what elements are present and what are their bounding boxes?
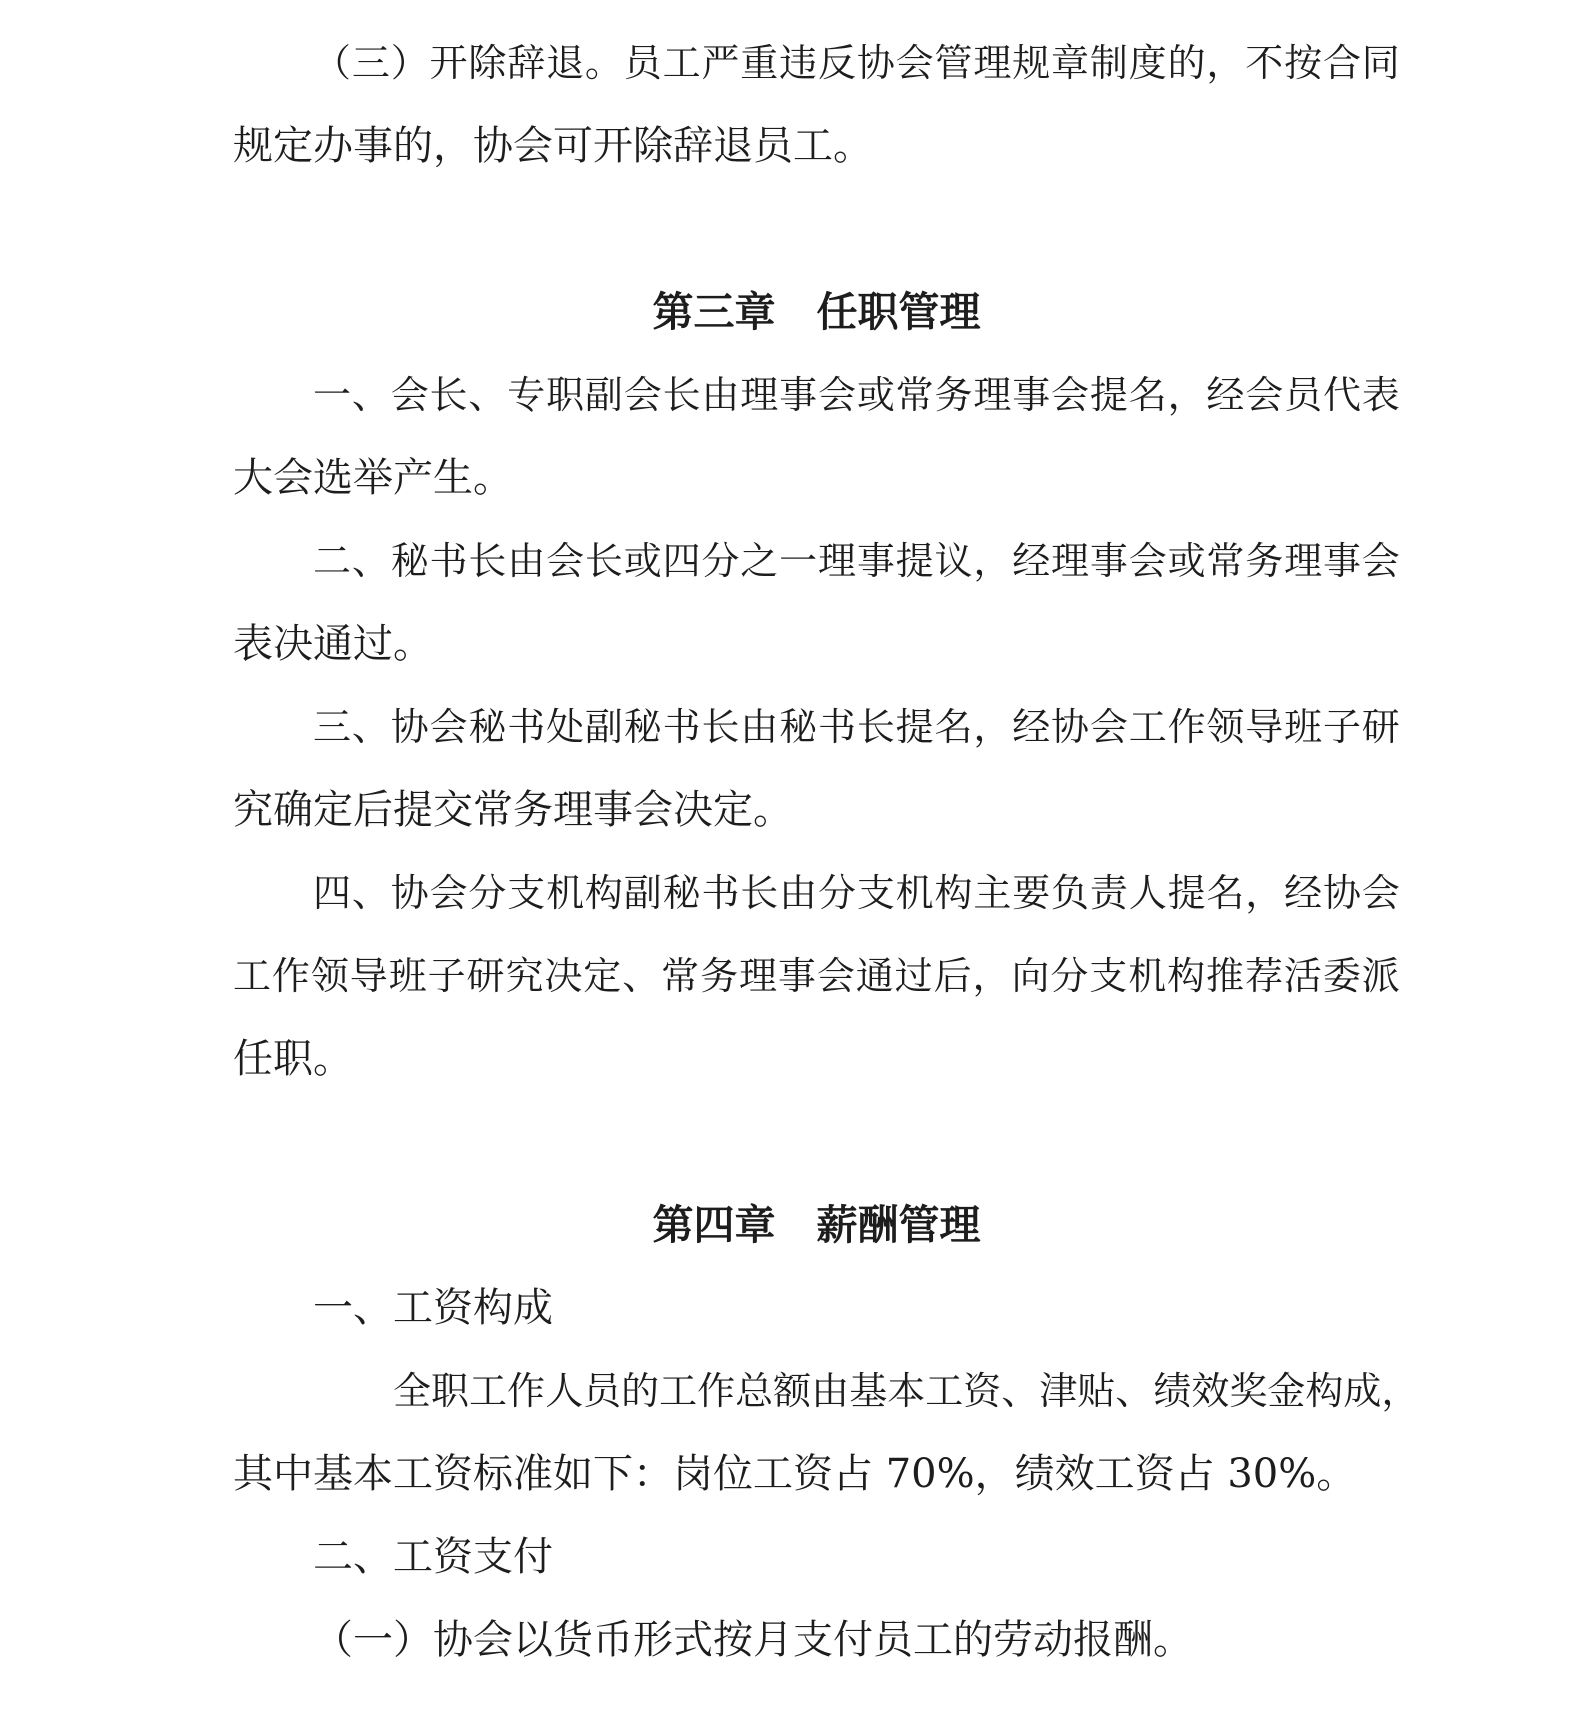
chapter3-item1-line-1: 一 、 会 长 、 专 职 副 会 长 由 理 事 会 或 常 务 理 事 会 提 名 ， 经 会 员 代 表 <box>313 373 1400 417</box>
paragraph-dismissal-line-2: 规定办事的，协会可开除辞退员工。 <box>233 123 873 169</box>
chapter-3-heading: 第三章 任职管理 <box>652 288 981 336</box>
paragraph-dismissal-line-1: （ 三 ） 开 除 辞 退 。 员 工 严 重 违 反 协 会 管 理 规 章 制 度 的 ， 不 按 合 同 <box>313 41 1400 85</box>
chapter3-item3-line-1: 三 、 协 会 秘 书 处 副 秘 书 长 由 秘 书 长 提 名 ， 经 协 会 工 作 领 导 班 子 研 <box>313 705 1400 749</box>
chapter4-salary-line-2: 其中基本工资标准如下：岗位工资占 70%，绩效工资占 30%。 <box>233 1451 1357 1497</box>
chapter3-item4-line-1: 四 、 协 会 分 支 机 构 副 秘 书 长 由 分 支 机 构 主 要 负 责 人 提 名 ， 经 协 会 <box>313 871 1400 915</box>
blank-line <box>233 1101 1400 1184</box>
chapter3-item1-line-2: 大会选举产生。 <box>233 455 513 501</box>
document-text-column <box>233 22 1420 1682</box>
chapter4-payment-line: （一）协会以货币形式按月支付员工的劳动报酬。 <box>313 1617 1193 1663</box>
chapter4-item1-label: 一、工资构成 <box>313 1285 553 1331</box>
chapter3-item2-line-2: 表决通过。 <box>233 621 433 667</box>
blank-line <box>233 188 1400 271</box>
chapter4-salary-line-1: 全 职 工 作 人 员 的 工 作 总 额 由 基 本 工 资 、 津 贴 、 绩 效 奖 金 构 成 ， <box>393 1369 1420 1413</box>
chapter3-item4-line-3: 任职。 <box>233 1036 353 1082</box>
chapter4-item2-label: 二、工资支付 <box>313 1534 553 1580</box>
chapter3-item4-line-2: 工 作 领 导 班 子 研 究 决 定 、 常 务 理 事 会 通 过 后 ， 向 分 支 机 构 推 荐 活 委 派 <box>233 954 1400 998</box>
chapter3-item3-line-2: 究确定后提交常务理事会决定。 <box>233 787 793 833</box>
chapter-4-heading: 第四章 薪酬管理 <box>652 1201 981 1249</box>
chapter3-item2-line-1: 二 、 秘 书 长 由 会 长 或 四 分 之 一 理 事 提 议 ， 经 理 事 会 或 常 务 理 事 会 <box>313 539 1400 583</box>
